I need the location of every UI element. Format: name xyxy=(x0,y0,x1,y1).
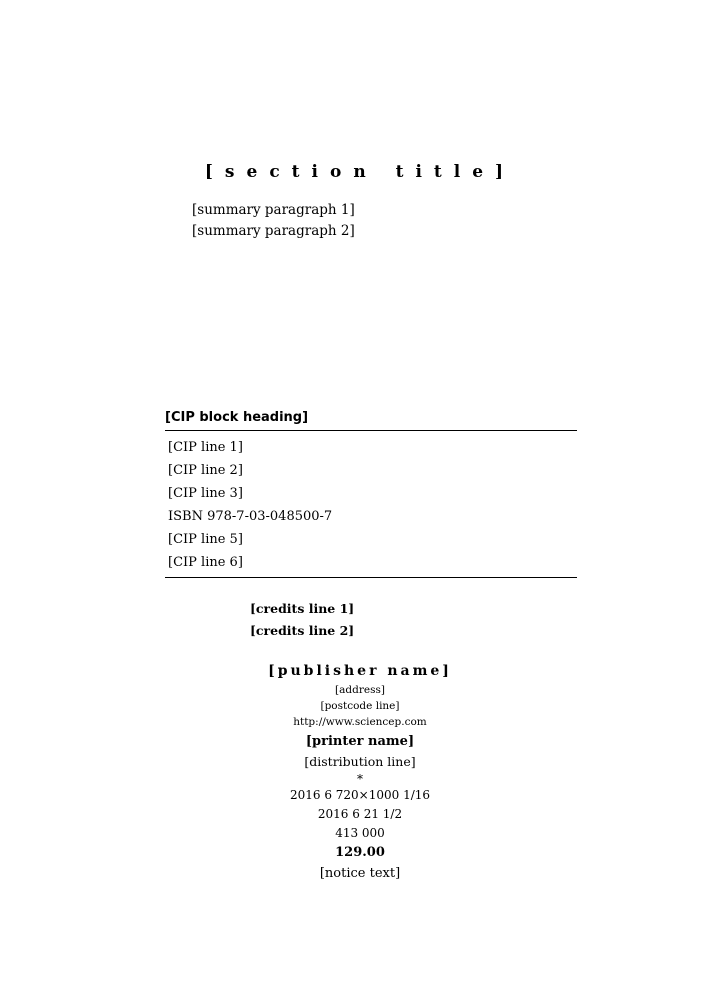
cip-line: [CIP line 6] xyxy=(168,555,243,570)
cip-line: [CIP line 3] xyxy=(168,486,243,501)
publisher-website: http://www.sciencep.com xyxy=(293,716,427,728)
publisher-postcode: [postcode line] xyxy=(320,700,400,712)
printing-line: 2016 6 21 1/2 xyxy=(317,807,403,821)
summary-paragraph-1: [summary paragraph 1] xyxy=(192,202,355,218)
word-count: 413 000 xyxy=(335,826,385,840)
cip-heading: [CIP block heading] xyxy=(165,410,309,425)
cip-line: [CIP line 5] xyxy=(168,532,243,547)
summary-title: [section title] xyxy=(204,162,516,182)
colophon xyxy=(0,660,720,885)
printer-name: [printer name] xyxy=(305,734,415,749)
credits-line: [credits line 1] xyxy=(250,601,355,616)
summary-paragraph-2: [summary paragraph 2] xyxy=(192,222,355,239)
edition-line: 2016 6 720×1000 1/16 xyxy=(289,788,431,802)
credits xyxy=(250,598,354,642)
cip-bottom-rule xyxy=(165,577,577,578)
separator-star: * xyxy=(357,772,363,786)
cip-line: [CIP line 1] xyxy=(168,440,243,455)
distribution-line: [distribution line] xyxy=(304,754,416,769)
publisher-address: [address] xyxy=(335,684,385,696)
credits-line: [credits line 2] xyxy=(250,623,355,638)
cip-top-rule xyxy=(165,430,577,431)
cip-line: [CIP line 2] xyxy=(168,463,243,478)
summary-body xyxy=(165,200,577,241)
price: 129.00 xyxy=(335,845,385,860)
cip-isbn: ISBN 978-7-03-048500-7 xyxy=(168,509,333,524)
publisher-name: [publisher name] xyxy=(268,663,452,679)
quality-notice: [notice text] xyxy=(319,866,401,881)
cip-data xyxy=(168,436,578,574)
